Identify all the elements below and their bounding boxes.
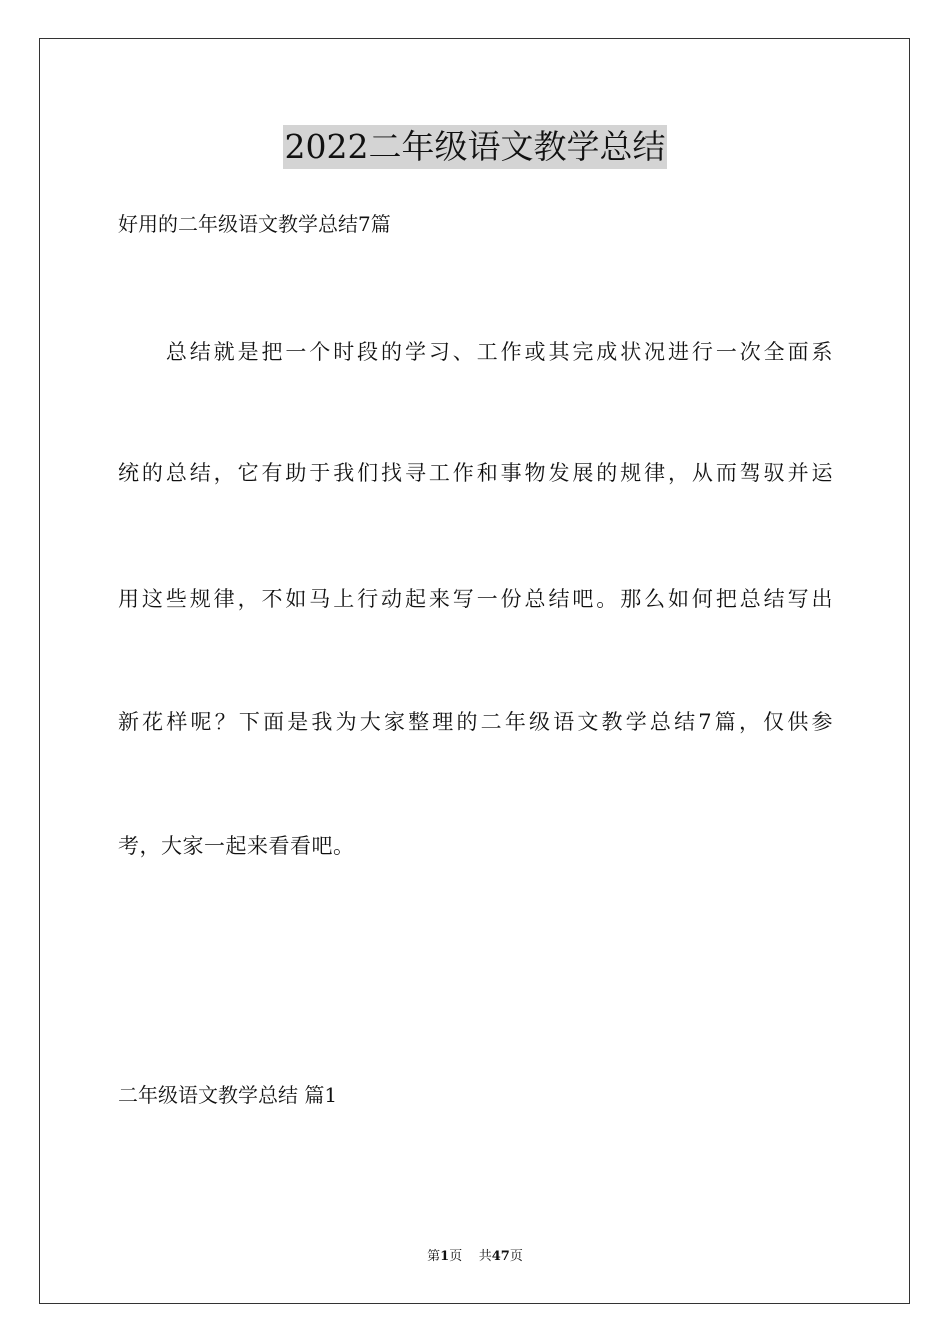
footer-page-number: 1 [440, 1249, 450, 1264]
title-container [0, 125, 950, 169]
footer-total-prefix: 共 [478, 1249, 492, 1264]
paragraph-line-4: 新花样呢？下面是我为大家整理的二年级语文教学总结7篇，仅供参 [118, 710, 833, 734]
footer-page-suffix: 页 [449, 1249, 463, 1264]
document-title: 2022二年级语文教学总结 [283, 125, 668, 169]
paragraph-line-3: 用这些规律，不如马上行动起来写一份总结吧。那么如何把总结写出 [118, 587, 833, 611]
document-subtitle: 好用的二年级语文教学总结7篇 [118, 212, 391, 236]
page-footer [0, 1247, 950, 1267]
footer-total-suffix: 页 [509, 1249, 523, 1264]
paragraph-line-5: 考，大家一起来看看吧。 [118, 834, 355, 858]
footer-page-prefix: 第 [427, 1249, 441, 1264]
paragraph-line-2: 统的总结，它有助于我们找寻工作和事物发展的规律，从而驾驭并运 [118, 461, 833, 485]
paragraph-line-1: 总结就是把一个时段的学习、工作或其完成状况进行一次全面系 [118, 340, 833, 364]
section-heading: 二年级语文教学总结 篇1 [118, 1083, 338, 1107]
footer-total-pages: 47 [491, 1249, 510, 1264]
